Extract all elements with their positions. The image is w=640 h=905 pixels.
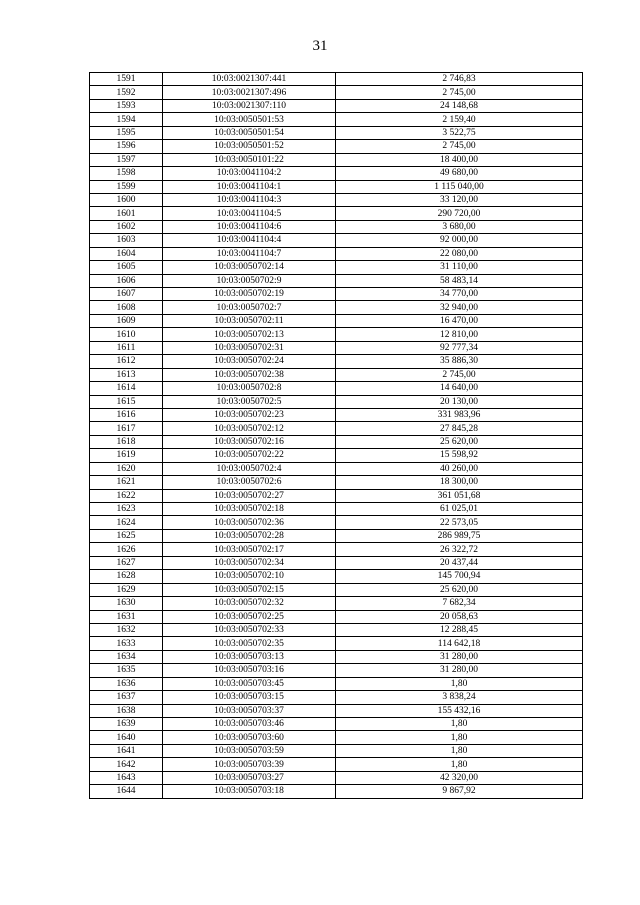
cadastral-number-cell: 10:03:0050702:10 bbox=[163, 570, 336, 583]
table-row bbox=[90, 328, 583, 341]
value-cell: 18 300,00 bbox=[336, 476, 583, 489]
cadastral-number-cell: 10:03:0050703:15 bbox=[163, 691, 336, 704]
table-row bbox=[90, 731, 583, 744]
value-cell: 42 320,00 bbox=[336, 771, 583, 784]
table-row bbox=[90, 691, 583, 704]
cadastral-number-cell: 10:03:0050703:39 bbox=[163, 758, 336, 771]
cadastral-number-cell: 10:03:0050702:6 bbox=[163, 476, 336, 489]
cadastral-number-cell: 10:03:0050702:19 bbox=[163, 288, 336, 301]
table-row bbox=[90, 664, 583, 677]
row-number-cell: 1615 bbox=[90, 395, 163, 408]
cadastral-number-cell: 10:03:0050702:34 bbox=[163, 556, 336, 569]
row-number-cell: 1626 bbox=[90, 543, 163, 556]
table-row bbox=[90, 476, 583, 489]
row-number-cell: 1618 bbox=[90, 435, 163, 448]
value-cell: 58 483,14 bbox=[336, 274, 583, 287]
table-row bbox=[90, 73, 583, 86]
value-cell: 31 280,00 bbox=[336, 664, 583, 677]
cadastral-number-cell: 10:03:0050702:25 bbox=[163, 610, 336, 623]
row-number-cell: 1623 bbox=[90, 503, 163, 516]
row-number-cell: 1592 bbox=[90, 86, 163, 99]
cadastral-number-cell: 10:03:0050703:13 bbox=[163, 650, 336, 663]
row-number-cell: 1608 bbox=[90, 301, 163, 314]
table-row bbox=[90, 677, 583, 690]
row-number-cell: 1610 bbox=[90, 328, 163, 341]
table-row bbox=[90, 556, 583, 569]
value-cell: 22 080,00 bbox=[336, 247, 583, 260]
table-row bbox=[90, 516, 583, 529]
row-number-cell: 1607 bbox=[90, 288, 163, 301]
cadastral-number-cell: 10:03:0021307:496 bbox=[163, 86, 336, 99]
value-cell: 25 620,00 bbox=[336, 435, 583, 448]
cadastral-number-cell: 10:03:0050702:18 bbox=[163, 503, 336, 516]
row-number-cell: 1604 bbox=[90, 247, 163, 260]
table-row bbox=[90, 261, 583, 274]
value-cell: 286 989,75 bbox=[336, 529, 583, 542]
value-cell: 31 110,00 bbox=[336, 261, 583, 274]
cadastral-number-cell: 10:03:0021307:441 bbox=[163, 73, 336, 86]
row-number-cell: 1600 bbox=[90, 193, 163, 206]
value-cell: 25 620,00 bbox=[336, 583, 583, 596]
cadastral-number-cell: 10:03:0050703:27 bbox=[163, 771, 336, 784]
cadastral-number-cell: 10:03:0050702:24 bbox=[163, 355, 336, 368]
cadastral-number-cell: 10:03:0050501:53 bbox=[163, 113, 336, 126]
value-cell: 12 288,45 bbox=[336, 623, 583, 636]
table-row bbox=[90, 543, 583, 556]
value-cell: 145 700,94 bbox=[336, 570, 583, 583]
value-cell: 24 148,68 bbox=[336, 99, 583, 112]
table-row bbox=[90, 650, 583, 663]
value-cell: 20 058,63 bbox=[336, 610, 583, 623]
value-cell: 1,80 bbox=[336, 744, 583, 757]
cadastral-number-cell: 10:03:0041104:2 bbox=[163, 167, 336, 180]
cadastral-number-cell: 10:03:0050101:22 bbox=[163, 153, 336, 166]
table-row bbox=[90, 167, 583, 180]
table-row bbox=[90, 610, 583, 623]
value-cell: 2 159,40 bbox=[336, 113, 583, 126]
value-cell: 9 867,92 bbox=[336, 785, 583, 798]
cadastral-number-cell: 10:03:0050702:32 bbox=[163, 597, 336, 610]
page-number: 31 bbox=[312, 38, 328, 54]
row-number-cell: 1630 bbox=[90, 597, 163, 610]
value-cell: 32 940,00 bbox=[336, 301, 583, 314]
row-number-cell: 1642 bbox=[90, 758, 163, 771]
value-cell: 331 983,96 bbox=[336, 408, 583, 421]
table-row bbox=[90, 234, 583, 247]
value-cell: 1,80 bbox=[336, 758, 583, 771]
table-row bbox=[90, 462, 583, 475]
row-number-cell: 1638 bbox=[90, 704, 163, 717]
row-number-cell: 1602 bbox=[90, 220, 163, 233]
row-number-cell: 1591 bbox=[90, 73, 163, 86]
cadastral-number-cell: 10:03:0050702:11 bbox=[163, 314, 336, 327]
value-cell: 114 642,18 bbox=[336, 637, 583, 650]
cadastral-number-cell: 10:03:0050703:45 bbox=[163, 677, 336, 690]
cadastral-number-cell: 10:03:0041104:5 bbox=[163, 207, 336, 220]
table-row bbox=[90, 771, 583, 784]
cadastral-number-cell: 10:03:0041104:7 bbox=[163, 247, 336, 260]
value-cell: 20 130,00 bbox=[336, 395, 583, 408]
row-number-cell: 1597 bbox=[90, 153, 163, 166]
row-number-cell: 1614 bbox=[90, 382, 163, 395]
value-cell: 27 845,28 bbox=[336, 422, 583, 435]
row-number-cell: 1627 bbox=[90, 556, 163, 569]
cadastral-number-cell: 10:03:0050702:15 bbox=[163, 583, 336, 596]
table-row bbox=[90, 140, 583, 153]
row-number-cell: 1612 bbox=[90, 355, 163, 368]
cadastral-number-cell: 10:03:0050702:8 bbox=[163, 382, 336, 395]
cadastral-number-cell: 10:03:0050702:31 bbox=[163, 341, 336, 354]
row-number-cell: 1629 bbox=[90, 583, 163, 596]
cadastral-number-cell: 10:03:0050703:37 bbox=[163, 704, 336, 717]
cadastral-number-cell: 10:03:0050702:33 bbox=[163, 623, 336, 636]
row-number-cell: 1644 bbox=[90, 785, 163, 798]
cadastral-number-cell: 10:03:0050702:27 bbox=[163, 489, 336, 502]
table-row bbox=[90, 314, 583, 327]
row-number-cell: 1636 bbox=[90, 677, 163, 690]
value-cell: 1,80 bbox=[336, 718, 583, 731]
row-number-cell: 1628 bbox=[90, 570, 163, 583]
table-row bbox=[90, 86, 583, 99]
value-cell: 1,80 bbox=[336, 677, 583, 690]
value-cell: 14 640,00 bbox=[336, 382, 583, 395]
cadastral-number-cell: 10:03:0050702:16 bbox=[163, 435, 336, 448]
row-number-cell: 1631 bbox=[90, 610, 163, 623]
row-number-cell: 1620 bbox=[90, 462, 163, 475]
row-number-cell: 1639 bbox=[90, 718, 163, 731]
cadastral-number-cell: 10:03:0041104:6 bbox=[163, 220, 336, 233]
value-cell: 15 598,92 bbox=[336, 449, 583, 462]
cadastral-number-cell: 10:03:0041104:3 bbox=[163, 193, 336, 206]
value-cell: 155 432,16 bbox=[336, 704, 583, 717]
cadastral-number-cell: 10:03:0050702:22 bbox=[163, 449, 336, 462]
cadastral-number-cell: 10:03:0050702:4 bbox=[163, 462, 336, 475]
cadastral-number-cell: 10:03:0050702:35 bbox=[163, 637, 336, 650]
row-number-cell: 1624 bbox=[90, 516, 163, 529]
value-cell: 61 025,01 bbox=[336, 503, 583, 516]
row-number-cell: 1616 bbox=[90, 408, 163, 421]
row-number-cell: 1625 bbox=[90, 529, 163, 542]
cadastral-number-cell: 10:03:0050702:38 bbox=[163, 368, 336, 381]
cadastral-number-cell: 10:03:0021307:110 bbox=[163, 99, 336, 112]
row-number-cell: 1609 bbox=[90, 314, 163, 327]
value-cell: 20 437,44 bbox=[336, 556, 583, 569]
table-row bbox=[90, 207, 583, 220]
table-row bbox=[90, 193, 583, 206]
value-cell: 92 777,34 bbox=[336, 341, 583, 354]
row-number-cell: 1632 bbox=[90, 623, 163, 636]
value-cell: 49 680,00 bbox=[336, 167, 583, 180]
cadastral-number-cell: 10:03:0050501:52 bbox=[163, 140, 336, 153]
cadastral-number-cell: 10:03:0050703:46 bbox=[163, 718, 336, 731]
cadastral-number-cell: 10:03:0050703:16 bbox=[163, 664, 336, 677]
table-row bbox=[90, 597, 583, 610]
table-row bbox=[90, 422, 583, 435]
row-number-cell: 1634 bbox=[90, 650, 163, 663]
cadastral-number-cell: 10:03:0050702:7 bbox=[163, 301, 336, 314]
cadastral-number-cell: 10:03:0050702:23 bbox=[163, 408, 336, 421]
value-cell: 3 522,75 bbox=[336, 126, 583, 139]
value-cell: 35 886,30 bbox=[336, 355, 583, 368]
cadastral-number-cell: 10:03:0050702:5 bbox=[163, 395, 336, 408]
table-row bbox=[90, 489, 583, 502]
table-row bbox=[90, 180, 583, 193]
table-row bbox=[90, 274, 583, 287]
row-number-cell: 1619 bbox=[90, 449, 163, 462]
row-number-cell: 1606 bbox=[90, 274, 163, 287]
table-row bbox=[90, 449, 583, 462]
cadastral-number-cell: 10:03:0041104:4 bbox=[163, 234, 336, 247]
table-row bbox=[90, 382, 583, 395]
value-cell: 290 720,00 bbox=[336, 207, 583, 220]
cadastral-number-cell: 10:03:0050501:54 bbox=[163, 126, 336, 139]
value-cell: 26 322,72 bbox=[336, 543, 583, 556]
value-cell: 1 115 040,00 bbox=[336, 180, 583, 193]
table-row bbox=[90, 718, 583, 731]
value-cell: 31 280,00 bbox=[336, 650, 583, 663]
row-number-cell: 1598 bbox=[90, 167, 163, 180]
table-row bbox=[90, 503, 583, 516]
table-row bbox=[90, 341, 583, 354]
row-number-cell: 1593 bbox=[90, 99, 163, 112]
value-cell: 2 745,00 bbox=[336, 140, 583, 153]
table-row bbox=[90, 220, 583, 233]
table-row bbox=[90, 126, 583, 139]
cadastral-number-cell: 10:03:0050703:60 bbox=[163, 731, 336, 744]
table-row bbox=[90, 368, 583, 381]
cadastral-number-cell: 10:03:0050702:17 bbox=[163, 543, 336, 556]
table-row bbox=[90, 570, 583, 583]
cadastral-number-cell: 10:03:0050702:36 bbox=[163, 516, 336, 529]
row-number-cell: 1605 bbox=[90, 261, 163, 274]
cadastral-number-cell: 10:03:0041104:1 bbox=[163, 180, 336, 193]
row-number-cell: 1594 bbox=[90, 113, 163, 126]
table-body bbox=[90, 73, 583, 799]
table-row bbox=[90, 153, 583, 166]
value-cell: 2 745,00 bbox=[336, 86, 583, 99]
table-row bbox=[90, 583, 583, 596]
value-cell: 7 682,34 bbox=[336, 597, 583, 610]
table-row bbox=[90, 395, 583, 408]
row-number-cell: 1641 bbox=[90, 744, 163, 757]
table-row bbox=[90, 113, 583, 126]
cadastral-number-cell: 10:03:0050702:9 bbox=[163, 274, 336, 287]
table-row bbox=[90, 623, 583, 636]
cadastral-number-cell: 10:03:0050703:18 bbox=[163, 785, 336, 798]
value-cell: 2 746,83 bbox=[336, 73, 583, 86]
cadastral-values-table bbox=[89, 72, 583, 799]
row-number-cell: 1621 bbox=[90, 476, 163, 489]
value-cell: 33 120,00 bbox=[336, 193, 583, 206]
row-number-cell: 1599 bbox=[90, 180, 163, 193]
value-cell: 40 260,00 bbox=[336, 462, 583, 475]
value-cell: 3 838,24 bbox=[336, 691, 583, 704]
row-number-cell: 1637 bbox=[90, 691, 163, 704]
row-number-cell: 1633 bbox=[90, 637, 163, 650]
table-row bbox=[90, 529, 583, 542]
cadastral-number-cell: 10:03:0050703:59 bbox=[163, 744, 336, 757]
table-row bbox=[90, 408, 583, 421]
table-row bbox=[90, 758, 583, 771]
value-cell: 12 810,00 bbox=[336, 328, 583, 341]
row-number-cell: 1601 bbox=[90, 207, 163, 220]
row-number-cell: 1611 bbox=[90, 341, 163, 354]
cadastral-number-cell: 10:03:0050702:14 bbox=[163, 261, 336, 274]
row-number-cell: 1595 bbox=[90, 126, 163, 139]
table-row bbox=[90, 247, 583, 260]
value-cell: 18 400,00 bbox=[336, 153, 583, 166]
value-cell: 1,80 bbox=[336, 731, 583, 744]
row-number-cell: 1596 bbox=[90, 140, 163, 153]
value-cell: 2 745,00 bbox=[336, 368, 583, 381]
row-number-cell: 1635 bbox=[90, 664, 163, 677]
table-row bbox=[90, 288, 583, 301]
row-number-cell: 1617 bbox=[90, 422, 163, 435]
value-cell: 34 770,00 bbox=[336, 288, 583, 301]
table-row bbox=[90, 785, 583, 798]
row-number-cell: 1622 bbox=[90, 489, 163, 502]
table-row bbox=[90, 301, 583, 314]
value-cell: 92 000,00 bbox=[336, 234, 583, 247]
cadastral-number-cell: 10:03:0050702:13 bbox=[163, 328, 336, 341]
value-cell: 16 470,00 bbox=[336, 314, 583, 327]
value-cell: 361 051,68 bbox=[336, 489, 583, 502]
row-number-cell: 1643 bbox=[90, 771, 163, 784]
table-row bbox=[90, 99, 583, 112]
cadastral-number-cell: 10:03:0050702:28 bbox=[163, 529, 336, 542]
row-number-cell: 1640 bbox=[90, 731, 163, 744]
row-number-cell: 1603 bbox=[90, 234, 163, 247]
cadastral-number-cell: 10:03:0050702:12 bbox=[163, 422, 336, 435]
table-row bbox=[90, 744, 583, 757]
table-row bbox=[90, 637, 583, 650]
value-cell: 3 680,00 bbox=[336, 220, 583, 233]
table-row bbox=[90, 355, 583, 368]
table-row bbox=[90, 704, 583, 717]
table-row bbox=[90, 435, 583, 448]
row-number-cell: 1613 bbox=[90, 368, 163, 381]
value-cell: 22 573,05 bbox=[336, 516, 583, 529]
